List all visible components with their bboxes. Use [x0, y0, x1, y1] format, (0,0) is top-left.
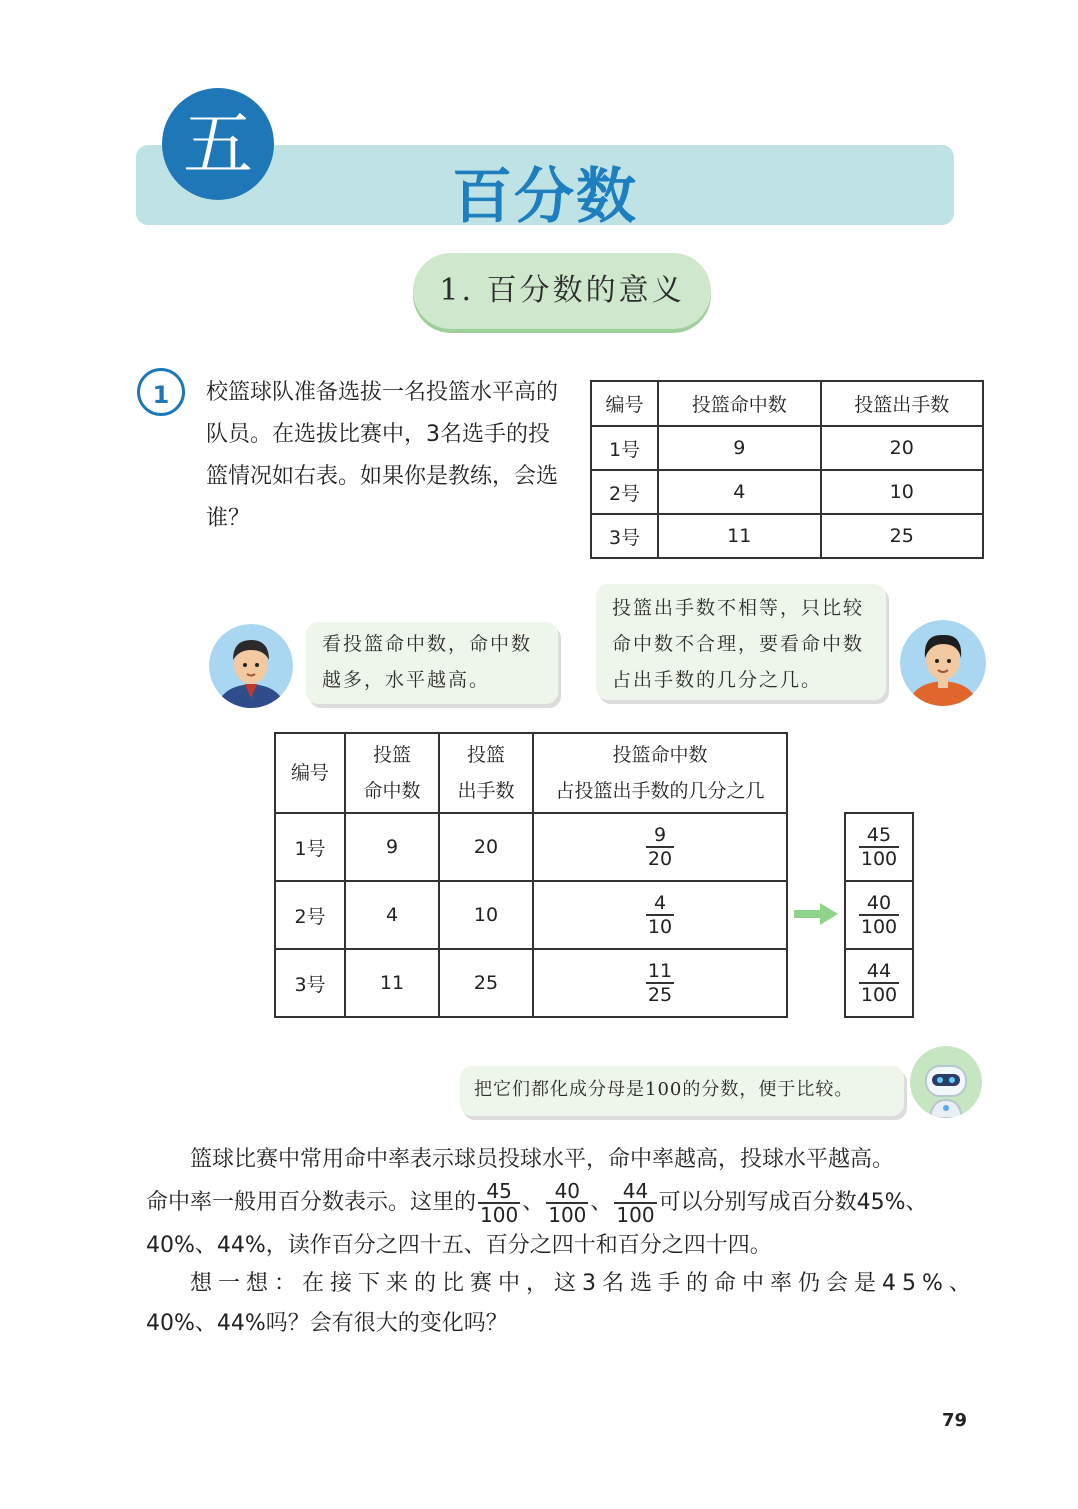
table-cell: 10 [821, 470, 984, 514]
table-header-row [591, 381, 983, 426]
think-paragraph [146, 1264, 986, 1344]
table-cell: 9 [658, 426, 820, 470]
table-cell: 3号 [275, 949, 345, 1017]
header-line: 投篮命中数 [612, 744, 708, 766]
speech-bubble-left [306, 622, 558, 704]
header-line: 投篮 [372, 744, 411, 766]
bubble-line: 投篮出手数不相等，只比较 [612, 597, 865, 619]
table-header-cell: 投篮命中数 [658, 381, 820, 426]
table-header-row [275, 733, 787, 813]
speech-bubble-robot: 把它们都化成分母是100的分数，便于比较。 [460, 1066, 904, 1116]
table-header-cell [533, 733, 787, 813]
table-cell: 25 [439, 949, 533, 1017]
table-cell: 9 [345, 813, 439, 881]
paragraph-line: 40%、44%，读作百分之四十五、百分之四十和百分之四十四。 [146, 1233, 772, 1258]
table-cell [533, 949, 787, 1017]
fraction [646, 824, 674, 870]
paragraph-line: 篮球比赛中常用命中率表示球员投球水平，命中率越高，投球水平越高。 [190, 1147, 895, 1172]
fraction-denominator: 100 [480, 1203, 519, 1227]
shooting-table [590, 380, 984, 559]
fraction-numerator: 11 [647, 960, 673, 982]
paragraph-line: 40%、44%吗？会有很大的变化吗？ [146, 1311, 508, 1336]
fraction-denominator: 100 [860, 848, 898, 870]
table-cell: 1号 [275, 813, 345, 881]
header-line: 出手数 [457, 780, 515, 802]
header-line: 投篮 [466, 744, 505, 766]
paragraph-line: 想一想：在接下来的比赛中，这3名选手的命中率仍会是45%、 [190, 1271, 977, 1296]
table-cell: 1号 [591, 426, 658, 470]
table-row [275, 949, 787, 1017]
fraction-table [274, 732, 788, 1018]
table-cell: 20 [439, 813, 533, 881]
fraction-denominator: 20 [647, 848, 673, 870]
table-row [591, 514, 983, 558]
paragraph-text: 可以分别写成百分数45%、 [658, 1190, 928, 1215]
page-number: 79 [942, 1410, 968, 1431]
table-header-cell: 编号 [591, 381, 658, 426]
table-cell [845, 949, 913, 1017]
table-cell: 11 [658, 514, 820, 558]
separator: 、 [522, 1190, 545, 1215]
robot-avatar [910, 1046, 982, 1118]
fraction-denominator: 100 [860, 916, 898, 938]
boy-avatar-right [900, 620, 986, 706]
chapter-number-badge: 五 [162, 88, 274, 200]
fraction [646, 892, 674, 938]
speech-bubble-right [596, 584, 886, 700]
table-cell [533, 881, 787, 949]
fraction [859, 892, 899, 938]
fraction-numerator: 4 [653, 892, 667, 914]
table-row [275, 813, 787, 881]
fraction-denominator: 25 [647, 984, 673, 1006]
table-cell: 20 [821, 426, 984, 470]
table-cell [845, 813, 913, 881]
fraction-numerator: 45 [486, 1179, 512, 1203]
fraction-numerator: 40 [554, 1179, 581, 1203]
table-row [591, 470, 983, 514]
bubble-line: 越多，水平越高。 [322, 669, 491, 691]
table-row [845, 813, 913, 881]
problem-text: 校篮球队准备选拔一名投篮水平高的队员。在选拔比赛中，3名选手的投篮情况如右表。如果你是教练，会选谁？ [206, 380, 559, 531]
fraction [546, 1180, 588, 1226]
table-row [275, 881, 787, 949]
fraction-numerator: 45 [866, 824, 892, 846]
table-cell: 3号 [591, 514, 658, 558]
fraction [478, 1180, 520, 1226]
table-cell: 25 [821, 514, 984, 558]
table-cell [533, 813, 787, 881]
fraction [646, 960, 674, 1006]
table-cell: 11 [345, 949, 439, 1017]
table-row [845, 949, 913, 1017]
table-header-cell [345, 733, 439, 813]
table-header-cell: 编号 [275, 733, 345, 813]
table-header-cell: 投篮出手数 [821, 381, 984, 426]
bubble-line: 看投篮命中数，命中数 [322, 633, 533, 655]
fraction-numerator: 44 [622, 1179, 649, 1203]
bubble-line: 命中数不合理，要看命中数 [612, 633, 865, 655]
fraction-numerator: 9 [653, 824, 667, 846]
fraction [859, 960, 899, 1006]
table-cell: 4 [345, 881, 439, 949]
chapter-title: 百分数 [452, 162, 638, 232]
fraction-denominator: 100 [860, 984, 898, 1006]
table-row [845, 881, 913, 949]
fraction-denominator: 10 [647, 916, 673, 938]
table-row [591, 426, 983, 470]
hundredths-table [844, 812, 914, 1018]
table-cell: 2号 [275, 881, 345, 949]
fraction-denominator: 100 [616, 1203, 655, 1227]
header-line: 命中数 [363, 780, 421, 802]
paragraph-text: 命中率一般用百分数表示。这里的 [146, 1190, 477, 1215]
fraction-denominator: 100 [548, 1203, 587, 1227]
fraction [614, 1180, 656, 1226]
table-header-cell [439, 733, 533, 813]
bubble-line: 占出手数的几分之几。 [612, 669, 823, 691]
arrow-right-icon [794, 903, 838, 925]
fraction [859, 824, 899, 870]
table-cell: 10 [439, 881, 533, 949]
table-cell [845, 881, 913, 949]
table-cell: 4 [658, 470, 820, 514]
header-line: 占投篮出手数的几分之几 [555, 780, 765, 802]
table-cell: 2号 [591, 470, 658, 514]
problem-number-badge: 1 [137, 368, 185, 416]
section-title: 1. 百分数的意义 [413, 253, 711, 329]
fraction-numerator: 44 [866, 960, 892, 982]
fraction-numerator: 40 [866, 892, 892, 914]
explanation-paragraph [146, 1140, 986, 1266]
boy-avatar-left [209, 624, 293, 708]
paragraph-line [146, 1180, 986, 1226]
separator: 、 [590, 1190, 613, 1215]
